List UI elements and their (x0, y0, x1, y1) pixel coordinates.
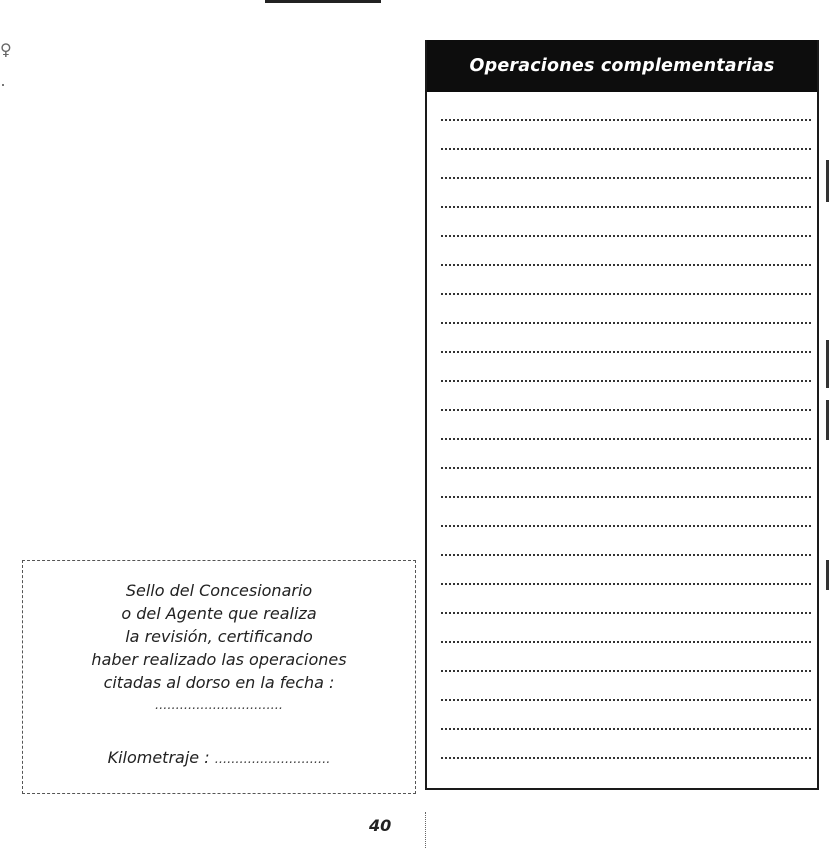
dotted-writing-line (441, 92, 811, 121)
stamp-line: o del Agente que realiza (121, 604, 317, 623)
edge-mark (826, 160, 829, 202)
stamp-line: la revisión, certificando (125, 627, 313, 646)
mileage-line (23, 748, 415, 767)
page-number: 40 (369, 816, 392, 835)
dotted-writing-line (441, 614, 811, 643)
dotted-writing-line (441, 150, 811, 179)
fold-line (425, 812, 426, 848)
stamp-line: Sello del Concesionario (125, 581, 313, 600)
edge-dot (2, 84, 4, 86)
edge-mark-icon: ♀ (0, 40, 12, 59)
dotted-writing-line (441, 527, 811, 556)
dotted-writing-line (441, 440, 811, 469)
stamp-instructions (23, 579, 415, 694)
dotted-writing-line (441, 643, 811, 672)
dotted-writing-line (441, 585, 811, 614)
dotted-writing-line (441, 237, 811, 266)
complementary-operations-title: Operaciones complementarias (469, 56, 775, 76)
dotted-lines-area (427, 92, 817, 759)
dotted-writing-line (441, 498, 811, 527)
mileage-label: Kilometraje : (107, 748, 210, 767)
top-edge-bar (265, 0, 381, 3)
dotted-writing-line (441, 411, 811, 440)
dotted-writing-line (441, 353, 811, 382)
dotted-writing-line (441, 295, 811, 324)
dotted-writing-line (441, 701, 811, 730)
stamp-line: haber realizado las operaciones (91, 650, 347, 669)
edge-mark (826, 560, 829, 590)
dotted-writing-line (441, 469, 811, 498)
mileage-blank: ............................ (214, 752, 331, 767)
dealer-stamp-box (22, 560, 416, 794)
dotted-writing-line (441, 730, 811, 759)
date-blank: ............................... (154, 698, 284, 713)
edge-mark (826, 400, 829, 440)
dotted-writing-line (441, 556, 811, 585)
dotted-writing-line (441, 208, 811, 237)
complementary-operations-header (427, 40, 817, 92)
dotted-writing-line (441, 324, 811, 353)
complementary-operations-box (425, 40, 819, 790)
stamp-line: citadas al dorso en la fecha : (103, 673, 335, 692)
edge-mark (826, 340, 829, 388)
dotted-writing-line (441, 672, 811, 701)
dotted-writing-line (441, 121, 811, 150)
dotted-writing-line (441, 266, 811, 295)
dotted-writing-line (441, 382, 811, 411)
dotted-writing-line (441, 179, 811, 208)
